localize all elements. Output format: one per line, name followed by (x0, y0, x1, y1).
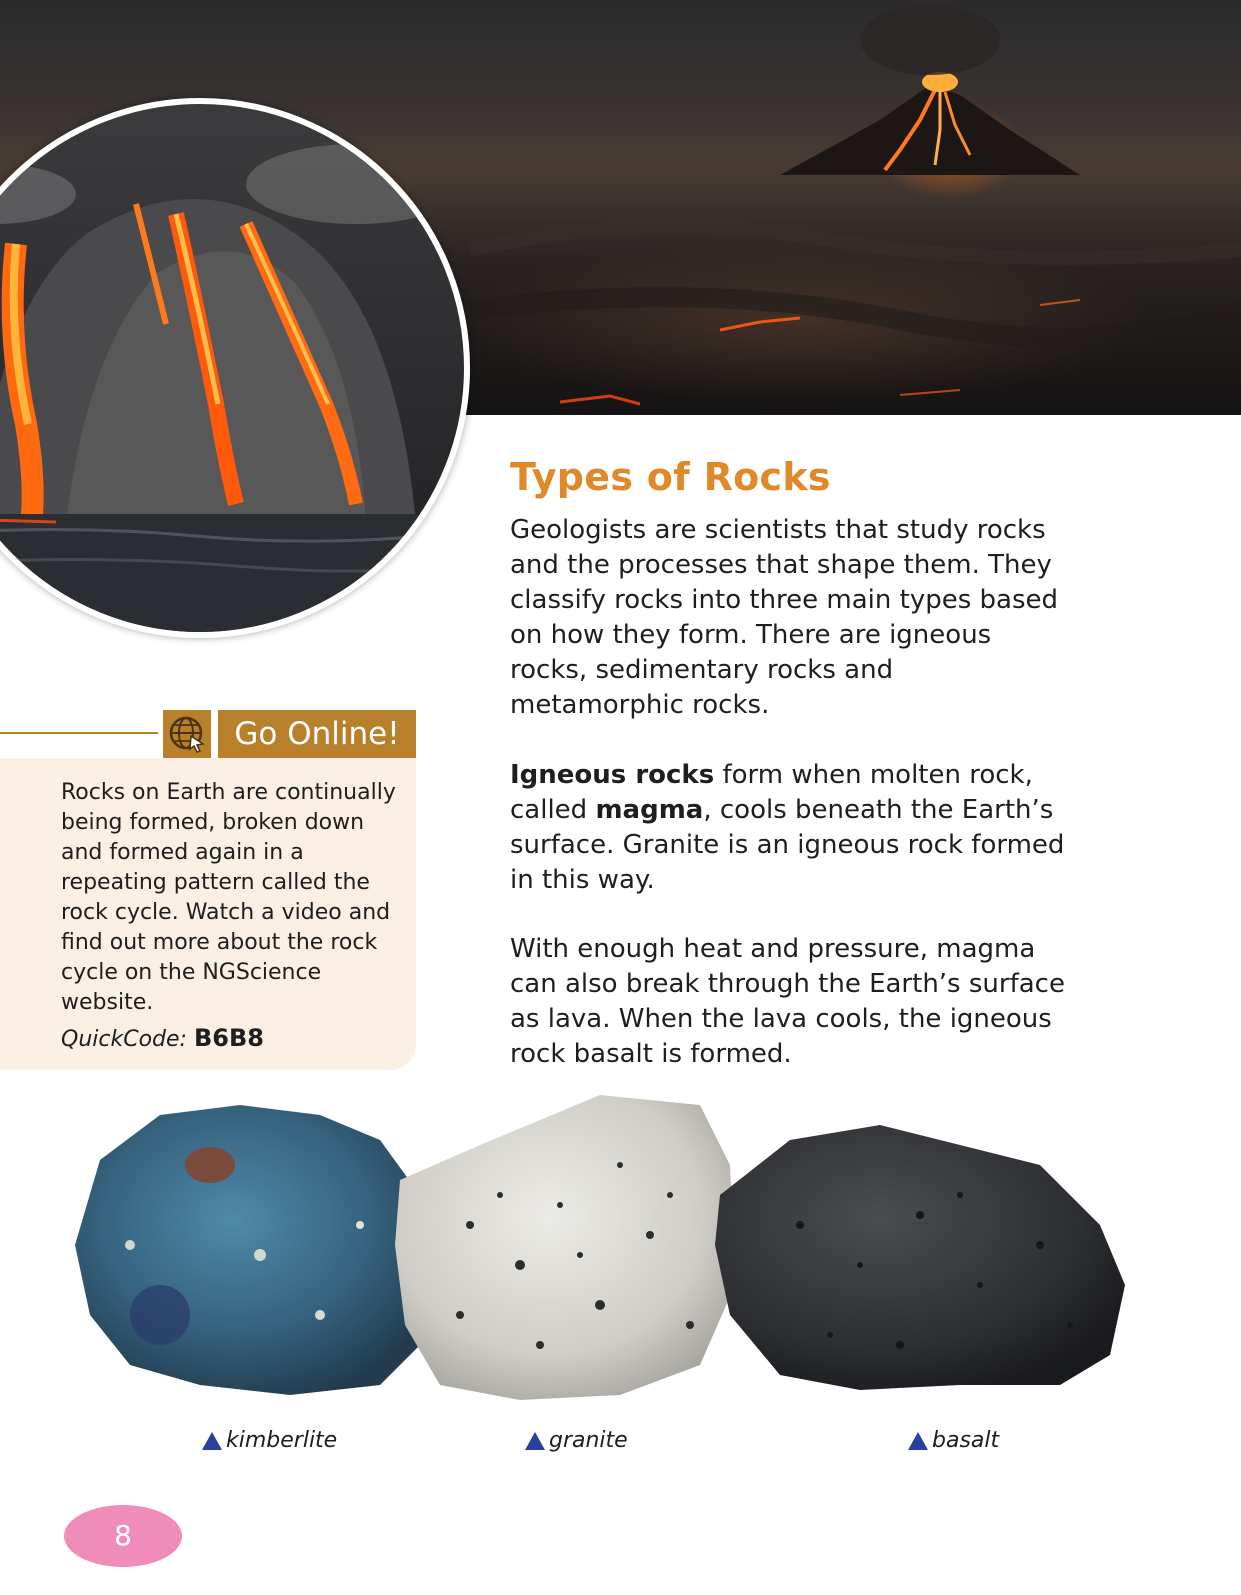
go-online-rule (0, 732, 158, 734)
caption-kimberlite (202, 1428, 337, 1453)
intro-paragraph: Geologists are scientists that study rocks and the processes that shape them. They classify rocks into three main types based on how they form. There are igneous rocks, sedimentary rocks and metamorphic rocks. (510, 515, 1059, 720)
quickcode-label: QuickCode: (61, 1027, 187, 1052)
rock-samples-photo (0, 1085, 1241, 1415)
go-online-label[interactable]: Go Online! (218, 710, 416, 758)
lava-paragraph: With enough heat and pressure, magma can also break through the Earth’s surface as lava. When the lava cools, the igneous rock basalt is formed. (510, 934, 1065, 1069)
granite-rock (395, 1095, 735, 1400)
caption-kimberlite-text: kimberlite (226, 1428, 338, 1453)
magma-term: magma (595, 795, 704, 825)
caption-basalt-text: basalt (932, 1428, 1000, 1453)
quickcode (61, 1023, 264, 1055)
igneous-rocks-term: Igneous rocks (510, 760, 715, 790)
caption-granite (525, 1428, 628, 1453)
page-number: 8 (64, 1505, 182, 1567)
go-online-text: Rocks on Earth are continually being formed, broken down and formed again in a repeating pattern called the rock cycle. Watch a video and find out more about the rock cycle on the NGScience website. (61, 780, 396, 1015)
triangle-marker-icon (908, 1432, 928, 1450)
kimberlite-rock (75, 1105, 430, 1395)
globe-cursor-icon[interactable] (163, 710, 211, 758)
section-heading: Types of Rocks (510, 455, 831, 499)
lava-flow-circle-photo (0, 98, 470, 638)
basalt-rock (715, 1125, 1125, 1390)
quickcode-value: B6B8 (193, 1024, 264, 1052)
triangle-marker-icon (525, 1432, 545, 1450)
igneous-text-part2: , cools beneath the Earth’s surface. Granite is an igneous rock formed in this way. (510, 795, 1065, 895)
igneous-paragraph (510, 758, 1070, 898)
caption-basalt (908, 1428, 999, 1453)
triangle-marker-icon (202, 1432, 222, 1450)
igneous-text-part1: form when molten rock, called (510, 760, 1033, 825)
caption-granite-text: granite (549, 1428, 628, 1453)
